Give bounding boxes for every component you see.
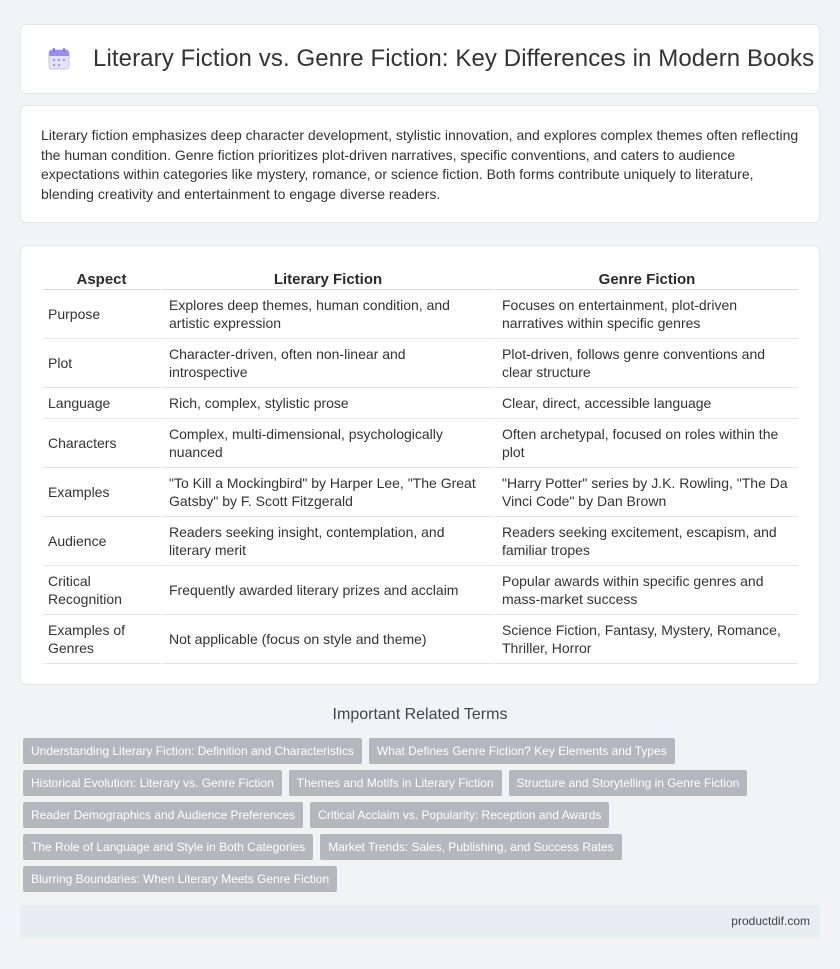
literary-cell: Character-driven, often non-linear and introspective	[160, 339, 493, 388]
calendar-icon	[47, 47, 71, 71]
tag-row	[23, 770, 813, 796]
column-header-literary: Literary Fiction	[160, 265, 493, 290]
related-term-tag[interactable]: The Role of Language and Style in Both Categories	[23, 834, 313, 860]
literary-cell: Explores deep themes, human condition, and artistic expression	[160, 290, 493, 339]
tag-row	[23, 802, 813, 828]
genre-cell: Clear, direct, accessible language	[493, 388, 798, 419]
comparison-table-card	[20, 245, 820, 685]
tag-row	[23, 834, 813, 860]
table-row	[43, 517, 798, 566]
related-term-tag[interactable]: Historical Evolution: Literary vs. Genre Fiction	[23, 770, 282, 796]
related-term-tag[interactable]: Market Trends: Sales, Publishing, and Success Rates	[320, 834, 621, 860]
aspect-cell: Critical Recognition	[43, 566, 160, 615]
related-term-tag[interactable]: Themes and Motifs in Literary Fiction	[289, 770, 502, 796]
header-card	[20, 24, 820, 94]
related-term-tag[interactable]: What Defines Genre Fiction? Key Elements and Types	[369, 738, 675, 764]
genre-cell: Science Fiction, Fantasy, Mystery, Romance, Thriller, Horror	[493, 615, 798, 664]
table-row	[43, 566, 798, 615]
intro-card	[20, 105, 820, 223]
aspect-cell: Examples	[43, 468, 160, 517]
related-term-tag[interactable]: Structure and Storytelling in Genre Fiction	[509, 770, 748, 796]
column-header-aspect: Aspect	[43, 265, 160, 290]
table-row	[43, 339, 798, 388]
comparison-table	[43, 265, 798, 664]
aspect-cell: Audience	[43, 517, 160, 566]
related-term-tag[interactable]: Blurring Boundaries: When Literary Meets Genre Fiction	[23, 866, 337, 892]
related-term-tag[interactable]: Reader Demographics and Audience Preferences	[23, 802, 303, 828]
genre-cell: Plot-driven, follows genre conventions and clear structure	[493, 339, 798, 388]
table-row	[43, 388, 798, 419]
genre-cell: Readers seeking excitement, escapism, and familiar tropes	[493, 517, 798, 566]
tag-row	[23, 866, 813, 892]
related-terms-title: Important Related Terms	[332, 706, 508, 723]
literary-cell: Not applicable (focus on style and theme)	[160, 615, 493, 664]
aspect-cell: Purpose	[43, 290, 160, 339]
page-title: Literary Fiction vs. Genre Fiction: Key Differences in Modern Books	[93, 45, 815, 72]
literary-cell: Complex, multi-dimensional, psychologically nuanced	[160, 419, 493, 468]
related-term-tag[interactable]: Critical Acclaim vs. Popularity: Reception and Awards	[310, 802, 609, 828]
table-row	[43, 615, 798, 664]
intro-paragraph: Literary fiction emphasizes deep character development, stylistic innovation, and explores complex themes often reflecting the human condition. Genre fiction prioritizes plot-driven narratives, specific conventions, and caters to audience expectations within categories like mystery, romance, or science fiction. Both forms contribute uniquely to literature, blending creativity and entertainment to engage diverse readers.	[41, 127, 799, 202]
table-row	[43, 468, 798, 517]
literary-cell: Readers seeking insight, contemplation, and literary merit	[160, 517, 493, 566]
footer-site-link[interactable]: productdif.com	[731, 914, 810, 928]
related-terms-list	[23, 738, 813, 898]
table-row	[43, 419, 798, 468]
literary-cell: Frequently awarded literary prizes and acclaim	[160, 566, 493, 615]
footer	[20, 905, 820, 938]
table-header-row	[43, 265, 798, 290]
literary-cell: Rich, complex, stylistic prose	[160, 388, 493, 419]
genre-cell: Often archetypal, focused on roles within the plot	[493, 419, 798, 468]
genre-cell: Popular awards within specific genres and mass-market success	[493, 566, 798, 615]
aspect-cell: Plot	[43, 339, 160, 388]
table-row	[43, 290, 798, 339]
aspect-cell: Characters	[43, 419, 160, 468]
aspect-cell: Language	[43, 388, 160, 419]
literary-cell: "To Kill a Mockingbird" by Harper Lee, "The Great Gatsby" by F. Scott Fitzgerald	[160, 468, 493, 517]
genre-cell: Focuses on entertainment, plot-driven narratives within specific genres	[493, 290, 798, 339]
aspect-cell: Examples of Genres	[43, 615, 160, 664]
tag-row	[23, 738, 813, 764]
column-header-genre: Genre Fiction	[493, 265, 798, 290]
related-term-tag[interactable]: Understanding Literary Fiction: Definition and Characteristics	[23, 738, 362, 764]
genre-cell: "Harry Potter" series by J.K. Rowling, "The Da Vinci Code" by Dan Brown	[493, 468, 798, 517]
